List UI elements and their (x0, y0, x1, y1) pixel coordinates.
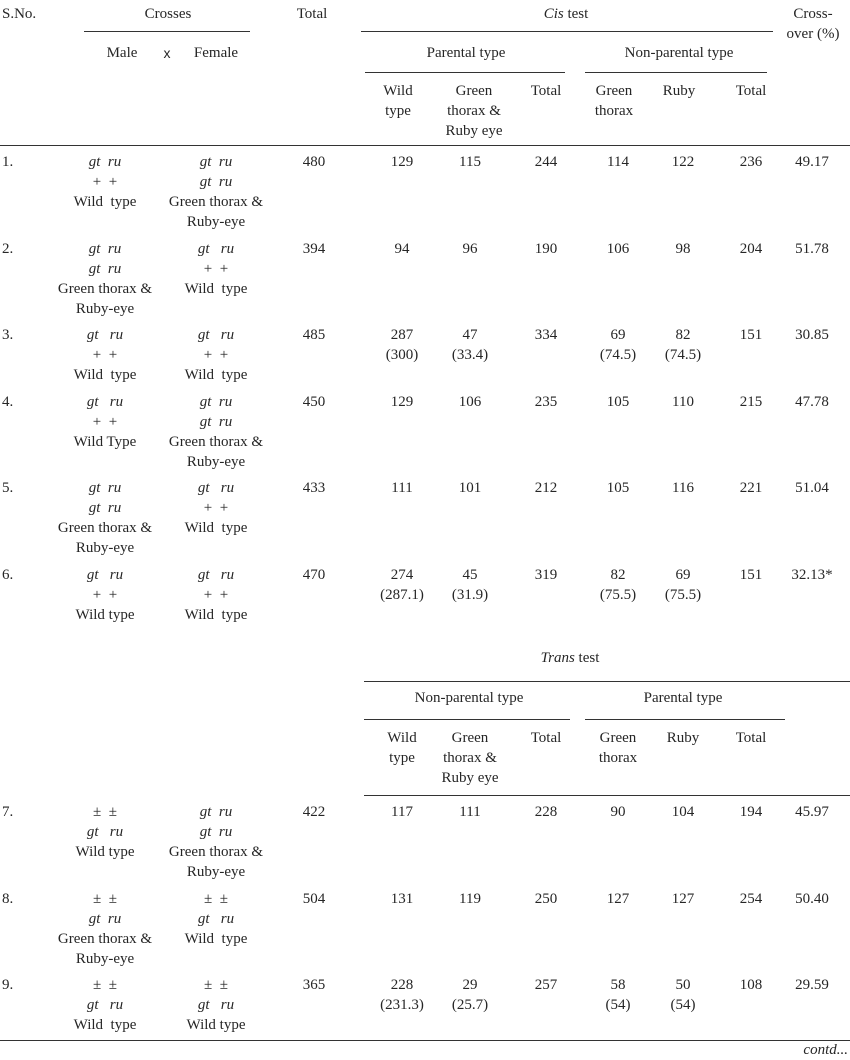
female-genotype-line: gt ru (197, 567, 235, 583)
count-c4 (600, 325, 636, 365)
female-genotype-line: + + (203, 347, 229, 363)
female-genotype-line: + + (203, 587, 229, 603)
observed-count: 69 (610, 327, 626, 343)
col-total-parental: Total (530, 83, 562, 99)
count-c1 (391, 478, 412, 498)
observed-count: 127 (671, 891, 695, 907)
subtotal-c6: 194 (739, 804, 763, 820)
female-genotype-line: Ruby-eye (186, 864, 246, 880)
observed-count: 98 (675, 241, 691, 257)
male-genotype-line: gt ru (88, 241, 122, 257)
observed-count: 129 (390, 154, 414, 170)
female-genotype (185, 565, 248, 625)
male-genotype-line: ± ± (93, 977, 117, 993)
subtotal-c3: 190 (534, 241, 558, 257)
female-genotype-line: Wild type (184, 520, 248, 536)
row-total: 450 (302, 394, 326, 410)
female-genotype-line: gt ru (197, 241, 235, 257)
observed-count: 111 (391, 480, 413, 496)
expected-count: (74.5) (664, 347, 702, 363)
crossover-percent: 49.17 (795, 154, 829, 170)
crossover-percent: 50.40 (795, 891, 829, 907)
header-parental-type: Parental type (426, 45, 506, 61)
trans-rule (364, 681, 850, 682)
female-genotype (169, 802, 263, 882)
female-genotype-line: + + (203, 261, 229, 277)
male-genotype-line: gt ru (86, 327, 124, 343)
male-genotype-line: gt ru (86, 394, 124, 410)
subtotal-c6: 254 (739, 891, 763, 907)
male-genotype-line: Wild type (73, 1017, 137, 1033)
row-number: 8. (2, 891, 14, 907)
female-genotype-line: ± ± (204, 891, 228, 907)
count-c1 (380, 975, 424, 1015)
expected-count: (54) (670, 997, 696, 1013)
male-genotype-line: + + (92, 587, 118, 603)
observed-count: 106 (606, 241, 630, 257)
header-crossover-2: over (%) (786, 26, 840, 42)
female-genotype (185, 325, 248, 385)
observed-count: 82 (610, 567, 626, 583)
male-genotype-line: gt ru (88, 154, 122, 170)
female-genotype-line: gt ru (199, 394, 233, 410)
count-c1 (391, 889, 414, 909)
observed-count: 110 (672, 394, 694, 410)
count-c4 (607, 889, 630, 909)
subtotal-c6: 151 (739, 327, 763, 343)
expected-count: (54) (605, 997, 631, 1013)
male-genotype-line: gt ru (88, 500, 122, 516)
male-genotype-line: ± ± (93, 891, 117, 907)
male-genotype-line: gt ru (86, 824, 124, 840)
female-genotype-line: gt ru (197, 997, 235, 1013)
header-total: Total (296, 6, 328, 22)
observed-count: 105 (606, 480, 630, 496)
male-genotype (74, 392, 137, 452)
subtotal-c3: 228 (534, 804, 558, 820)
male-genotype-line: + + (92, 414, 118, 430)
count-c4 (607, 152, 629, 172)
row-total: 485 (302, 327, 326, 343)
male-genotype (58, 239, 152, 319)
crossover-percent: 51.04 (795, 480, 829, 496)
table-bottom-rule (0, 1040, 850, 1041)
count-c2 (452, 975, 488, 1015)
observed-count: 58 (610, 977, 626, 993)
observed-count: 131 (390, 891, 414, 907)
male-genotype-line: Green thorax & (57, 281, 153, 297)
male-genotype-line: Wild type (73, 194, 137, 210)
row-number: 4. (2, 394, 14, 410)
female-genotype-line: Wild type (184, 931, 248, 947)
observed-count: 82 (675, 327, 691, 343)
male-genotype (76, 565, 135, 625)
female-genotype (169, 152, 263, 232)
observed-count: 274 (390, 567, 414, 583)
subtotal-c3: 334 (534, 327, 558, 343)
col-wild-type: Wild type (383, 83, 413, 119)
observed-count: 115 (459, 154, 481, 170)
parental-rule (365, 72, 565, 73)
col-green-thorax: Green thorax (594, 83, 634, 119)
count-c4 (600, 565, 636, 605)
male-genotype-line: Green thorax & (57, 931, 153, 947)
count-c2 (459, 152, 481, 172)
count-c5 (671, 975, 696, 1015)
male-genotype-line: Green thorax & (57, 520, 153, 536)
row-total: 394 (302, 241, 326, 257)
count-c5 (672, 802, 695, 822)
observed-count: 94 (394, 241, 410, 257)
header-crossover-1: Cross- (793, 6, 833, 22)
male-genotype (58, 478, 152, 558)
trans-header-bottom-rule (364, 795, 850, 796)
male-genotype-line: + + (92, 347, 118, 363)
row-total: 504 (302, 891, 326, 907)
observed-count: 122 (671, 154, 695, 170)
header-bottom-rule (0, 145, 850, 146)
count-c1 (391, 802, 413, 822)
observed-count: 47 (462, 327, 478, 343)
count-c1 (386, 325, 419, 365)
trans-parental-rule (585, 719, 785, 720)
header-cross-mark: x (163, 45, 171, 61)
subtotal-c3: 244 (534, 154, 558, 170)
row-total: 422 (302, 804, 326, 820)
header-trans-test: Trans test (540, 650, 600, 666)
count-c4 (607, 239, 630, 259)
male-genotype-line: Ruby-eye (75, 951, 135, 967)
observed-count: 114 (607, 154, 629, 170)
expected-count: (300) (385, 347, 419, 363)
observed-count: 101 (458, 480, 482, 496)
female-genotype-line: Green thorax & (168, 434, 264, 450)
count-c2 (459, 478, 482, 498)
row-number: 5. (2, 480, 14, 496)
count-c1 (391, 152, 414, 172)
female-genotype-line: gt ru (199, 804, 233, 820)
subtotal-c3: 250 (534, 891, 558, 907)
expected-count: (287.1) (380, 587, 424, 603)
female-genotype-line: Ruby-eye (186, 214, 246, 230)
crossover-percent: 32.13* (791, 567, 833, 583)
female-genotype-line: Wild type (184, 281, 248, 297)
trans-col-total-non-parental: Total (530, 730, 562, 746)
header-non-parental-type: Non-parental type (624, 45, 734, 61)
count-c5 (672, 478, 694, 498)
subtotal-c3: 319 (534, 567, 558, 583)
count-c5 (676, 239, 691, 259)
observed-count: 106 (458, 394, 482, 410)
observed-count: 29 (462, 977, 478, 993)
observed-count: 90 (610, 804, 626, 820)
count-c1 (391, 392, 414, 412)
trans-header-parental-type: Parental type (643, 690, 723, 706)
subtotal-c3: 235 (534, 394, 558, 410)
trans-col-green-thorax: Green thorax (598, 730, 638, 766)
header-male: Male (106, 45, 138, 61)
female-genotype-line: gt ru (199, 154, 233, 170)
male-genotype (74, 975, 137, 1035)
observed-count: 50 (675, 977, 691, 993)
male-genotype (76, 802, 135, 862)
trans-non-parental-rule (364, 719, 570, 720)
row-number: 1. (2, 154, 14, 170)
crossover-percent: 29.59 (795, 977, 829, 993)
crossover-percent: 47.78 (795, 394, 829, 410)
male-genotype-line: Wild type (75, 844, 135, 860)
row-number: 3. (2, 327, 14, 343)
male-genotype-line: ± ± (93, 804, 117, 820)
observed-count: 116 (672, 480, 694, 496)
male-genotype-line: Wild type (73, 367, 137, 383)
crossover-percent: 51.78 (795, 241, 829, 257)
count-c2 (459, 392, 482, 412)
row-number: 9. (2, 977, 14, 993)
header-sno: S.No. (2, 6, 37, 22)
female-genotype (169, 392, 263, 472)
col-total-non-parental: Total (735, 83, 767, 99)
female-genotype (187, 975, 246, 1035)
subtotal-c6: 151 (739, 567, 763, 583)
female-genotype (185, 889, 248, 949)
male-genotype (58, 889, 152, 969)
count-c4 (607, 478, 630, 498)
count-c2 (459, 802, 480, 822)
female-genotype-line: Ruby-eye (186, 454, 246, 470)
male-genotype-line: gt ru (88, 261, 122, 277)
row-total: 470 (302, 567, 326, 583)
expected-count: (75.5) (664, 587, 702, 603)
count-c1 (395, 239, 410, 259)
female-genotype (185, 239, 248, 299)
row-number: 7. (2, 804, 14, 820)
female-genotype-line: gt ru (197, 327, 235, 343)
male-genotype (74, 325, 137, 385)
row-number: 6. (2, 567, 14, 583)
header-cis-test: Cis test (543, 6, 589, 22)
cis-rule (361, 31, 773, 32)
subtotal-c6: 215 (739, 394, 763, 410)
row-number: 2. (2, 241, 14, 257)
observed-count: 69 (675, 567, 691, 583)
observed-count: 111 (459, 804, 481, 820)
subtotal-c6: 108 (739, 977, 763, 993)
male-genotype-line: + + (92, 174, 118, 190)
observed-count: 105 (606, 394, 630, 410)
female-genotype-line: ± ± (204, 977, 228, 993)
crossover-percent: 45.97 (795, 804, 829, 820)
count-c2 (459, 889, 481, 909)
female-genotype (185, 478, 248, 538)
female-genotype-line: gt ru (199, 414, 233, 430)
subtotal-c3: 212 (534, 480, 558, 496)
female-genotype-line: Green thorax & (168, 194, 264, 210)
female-genotype-line: + + (203, 500, 229, 516)
count-c2 (463, 239, 478, 259)
female-genotype-line: Wild type (184, 607, 248, 623)
count-c5 (672, 889, 695, 909)
crosses-rule (84, 31, 250, 32)
male-genotype-line: gt ru (88, 911, 122, 927)
male-genotype-line: gt ru (88, 480, 122, 496)
subtotal-c6: 204 (739, 241, 763, 257)
count-c2 (452, 565, 488, 605)
male-genotype-line: Wild type (75, 607, 135, 623)
observed-count: 287 (390, 327, 414, 343)
expected-count: (74.5) (599, 347, 637, 363)
contd-note: contd... (803, 1042, 848, 1058)
header-crosses: Crosses (144, 6, 192, 22)
male-genotype-line: Wild Type (73, 434, 137, 450)
observed-count: 117 (391, 804, 413, 820)
count-c5 (672, 152, 695, 172)
observed-count: 119 (459, 891, 481, 907)
expected-count: (231.3) (380, 997, 424, 1013)
expected-count: (25.7) (451, 997, 489, 1013)
female-genotype-line: Green thorax & (168, 844, 264, 860)
observed-count: 127 (606, 891, 630, 907)
observed-count: 45 (462, 567, 478, 583)
subtotal-c6: 221 (739, 480, 763, 496)
trans-col-total-parental: Total (735, 730, 767, 746)
male-genotype (74, 152, 137, 212)
observed-count: 228 (390, 977, 414, 993)
trans-col-wild-type: Wild type (387, 730, 417, 766)
crossover-percent: 30.85 (795, 327, 829, 343)
count-c5 (665, 565, 701, 605)
female-genotype-line: gt ru (197, 480, 235, 496)
observed-count: 104 (671, 804, 695, 820)
female-genotype-line: gt ru (199, 824, 233, 840)
male-genotype-line: Ruby-eye (75, 301, 135, 317)
female-genotype-line: Wild type (184, 367, 248, 383)
header-female: Female (193, 45, 239, 61)
col-ruby: Ruby (662, 83, 696, 99)
subtotal-c6: 236 (739, 154, 763, 170)
trans-header-non-parental-type: Non-parental type (414, 690, 524, 706)
non-parental-rule (585, 72, 767, 73)
count-c4 (611, 802, 626, 822)
col-green-thorax-ruby-eye: Green thorax & Ruby eye (445, 83, 503, 139)
row-total: 480 (302, 154, 326, 170)
row-total: 365 (302, 977, 326, 993)
count-c4 (607, 392, 630, 412)
count-c4 (606, 975, 631, 1015)
observed-count: 129 (390, 394, 414, 410)
trans-col-ruby: Ruby (666, 730, 700, 746)
subtotal-c3: 257 (534, 977, 558, 993)
count-c2 (452, 325, 488, 365)
female-genotype-line: gt ru (197, 911, 235, 927)
count-c1 (380, 565, 424, 605)
count-c5 (672, 392, 694, 412)
female-genotype-line: gt ru (199, 174, 233, 190)
female-genotype-line: Wild type (186, 1017, 246, 1033)
expected-count: (75.5) (599, 587, 637, 603)
count-c5 (665, 325, 701, 365)
observed-count: 96 (462, 241, 478, 257)
row-total: 433 (302, 480, 326, 496)
male-genotype-line: Ruby-eye (75, 540, 135, 556)
expected-count: (33.4) (451, 347, 489, 363)
expected-count: (31.9) (451, 587, 489, 603)
trans-col-green-thorax-ruby-eye: Green thorax & Ruby eye (441, 730, 499, 786)
male-genotype-line: gt ru (86, 567, 124, 583)
male-genotype-line: gt ru (86, 997, 124, 1013)
